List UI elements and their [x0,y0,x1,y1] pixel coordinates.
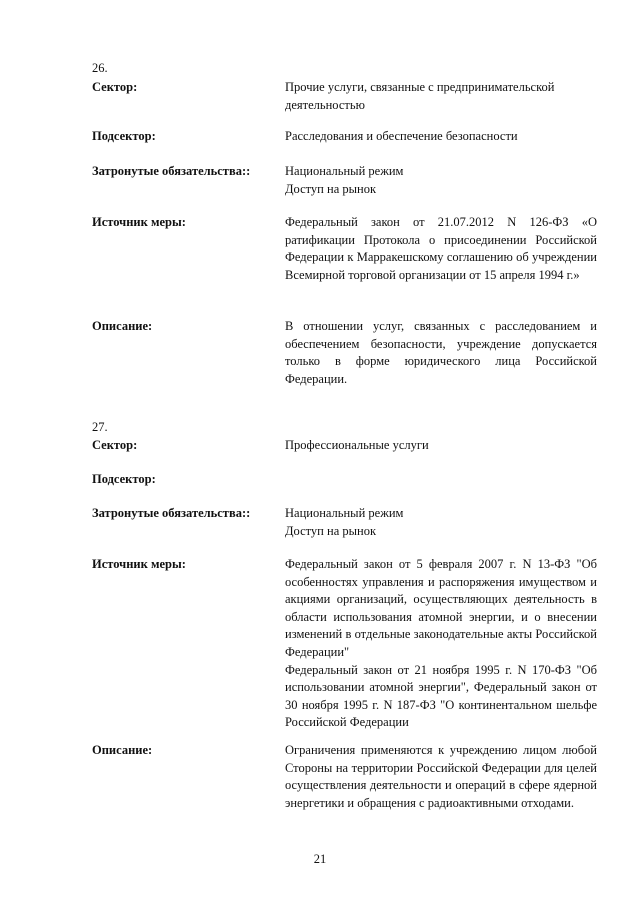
obligations-label: Затронутые обязательства:: [92,164,251,178]
description-label: Описание: [92,743,153,757]
obligations-value [285,505,597,540]
source-value [285,556,597,732]
sector-value: Профессиональные услуги [285,438,429,452]
page-number: 21 [313,852,327,866]
source-label: Источник меры: [92,215,186,229]
description-value: В отношении услуг, связанных с расследованием и обеспечением безопасности, учреждение допускается только в форме юридического лица Российской Федерации. [285,319,597,386]
source-value: Федеральный закон от 21.07.2012 N 126-ФЗ «О ратификации Протокола о присоединении Российской Федерации к Марракешскому соглашению об учреждении Всемирной торговой организации от 15 апреля 1994 г.» [285,215,597,282]
description-label: Описание: [92,319,153,333]
entry-number: 27. [92,420,108,434]
description-value: Ограничения применяются к учреждению лицом любой Стороны на территории Российской Федерации для целей осуществления деятельности и операций в сфере ядерной энергетики и обращения с радиоактивными отходами. [285,743,597,810]
source-paragraph: Федеральный закон от 21 ноября 1995 г. N 170-ФЗ "Об использовании атомной энергии", Федеральный закон от 30 ноября 1995 г. N 187-ФЗ "О континентальном шельфе Российской Федерации [285,662,597,730]
sector-label: Сектор: [92,438,138,452]
sector-value: Прочие услуги, связанные с предпринимательской деятельностью [285,80,555,112]
obligation-line: Доступ на рынок [285,523,377,538]
entry-number: 26. [92,61,108,75]
sector-label: Сектор: [92,80,138,94]
obligation-line: Национальный режим [285,506,404,520]
obligation-line: Доступ на рынок [285,181,377,196]
obligations-value [285,163,597,198]
obligations-label: Затронутые обязательства:: [92,506,251,520]
source-paragraph: Федеральный закон от 5 февраля 2007 г. N 13-ФЗ "Об особенностях управления и распоряжения имуществом и акциями организаций, осуществляющих деятельность в области использования атомной энергии, и о внесении изменений в отдельные законодательные акты Российской Федерации" [285,557,597,659]
obligation-line: Национальный режим [285,164,404,178]
subsector-value: Расследования и обеспечение безопасности [285,129,518,143]
subsector-label: Подсектор: [92,472,156,486]
source-label: Источник меры: [92,557,186,571]
subsector-label: Подсектор: [92,129,156,143]
